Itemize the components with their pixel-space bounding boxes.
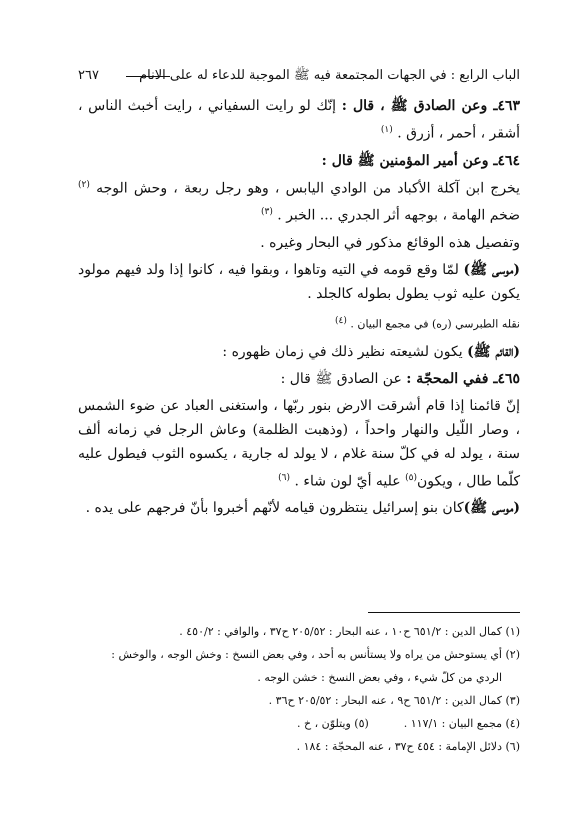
footnote-6: (٦) دلائل الإمامة : ٤٥٤ ح٣٧ ، عنه المحجّة : ١٨٤ .: [296, 740, 520, 753]
footnote-2-continued: الردي من كلّ شيء ، وفي بعض النسخ : خشن الوجه .: [257, 671, 502, 684]
section-heading: (القائم ﷺ): [467, 343, 520, 360]
footnote-2: (٢) أي يستوحش من يراه ولا يستأنس به أحد ، وفي بعض النسخ : وخش الوجه ، والوخش :: [111, 648, 520, 661]
body-text: نقله الطبرسي (ره) في مجمع البيان .: [350, 317, 520, 331]
footnote-4-5: (٤) مجمع البيان : ١١٧/١ . (٥) ويتلوّن ، خ .: [297, 717, 520, 730]
running-header: [78, 66, 520, 86]
footnote-ref: (٣): [260, 207, 273, 218]
body-text: عن الصادق ﷺ قال :: [280, 370, 402, 387]
hadith-text: إنّك لو رايت السفياني ، رايت أخبث الناس ، أشقر ، أحمر ، أزرق .: [78, 98, 520, 142]
paragraph-463: [78, 94, 520, 146]
header-dash: [126, 76, 170, 77]
main-text: [78, 94, 520, 523]
footnote-ref: (٥): [405, 472, 417, 483]
hadith-text: ضخم الهامة ، بوجهه أثر الجدري ... الخبر .: [277, 207, 520, 224]
paragraph-details: [78, 231, 520, 255]
hadith-text: إنّ قائمنا إذا قام أشرقت الارض بنور ربّها ، واستغنى العباد عن ضوء الشمس ، وصار اللّيل والنهار واحداً ، (وذهبت الظلمة) وعاش الرجل في زمانه ألف سنة ، يولد له في كلّ سنة غلام ، لا يولد له جارية ، يكسوه الثوب فيطول عليه كلّما طال ، ويكون: [78, 397, 520, 490]
section-heading: (موسى ﷺ): [463, 500, 520, 517]
paragraph-musa: [78, 258, 520, 306]
paragraph-tabarsi: [78, 309, 520, 337]
body-text: وتفصيل هذه الوقائع مذكور في البحار وغيره .: [260, 234, 520, 251]
paragraph-465-heading: [78, 367, 520, 391]
header-title: الباب الرابع : في الجهات المجتمعة فيه ﷺ الموجبة للدعاء له على الانام: [139, 68, 520, 83]
body-text: يكون لشيعته نظير ذلك في زمان ظهوره :: [222, 343, 463, 360]
footnote-ref: (٤): [335, 315, 347, 326]
hadith-text: عليه أيّ لون شاء .: [294, 473, 401, 490]
footnote-divider: [368, 612, 520, 613]
footnote-ref: (٦): [278, 472, 291, 483]
body-text: كان بنو إسرائيل ينتظرون قيامه لأنّهم أخبروا بأنّ فرجهم على يده .: [85, 500, 464, 517]
hadith-heading: ٤٦٥ـ ففي المحجّة :: [406, 370, 520, 387]
page-number: ٢٦٧: [78, 68, 99, 83]
section-heading: (موسى ﷺ): [463, 261, 520, 278]
footnote-1: (١) كمال الدين : ٦٥١/٢ ح١٠ ، عنه البحار : ٢٠٥/٥٢ ح٣٧ ، والوافي : ٤٥٠/٢ .: [179, 625, 520, 638]
footnotes: [78, 622, 520, 760]
paragraph-465: [78, 394, 520, 494]
paragraph-qaim: [78, 340, 520, 364]
hadith-heading: ٤٦٣ـ وعن الصادق ﷺ ، قال :: [341, 98, 521, 114]
paragraph-464: [78, 173, 520, 228]
footnote-ref: (١): [380, 125, 393, 135]
hadith-heading: ٤٦٤ـ وعن أمير المؤمنين ﷺ قال :: [321, 152, 520, 169]
body-text: لمّا وقع قومه في التيه وتاهوا ، وبقوا فيه ، كانوا إذا ولد فيهم مولود يكون عليه ثوب يطول بطوله كالجلد .: [78, 261, 520, 302]
hadith-text: يخرج ابن آكلة الأكباد من الوادي اليابس ، وهو رجل ربعة ، وحش الوجه: [96, 180, 520, 197]
footnote-3: (٣) كمال الدين : ٦٥١/٢ ح٩ ، عنه البحار : ٢٠٥/٥٢ ح٣٦ .: [268, 694, 520, 707]
paragraph-464-heading: [78, 149, 520, 173]
footnote-ref: (٢): [78, 179, 90, 190]
paragraph-musa-2: [78, 496, 520, 520]
